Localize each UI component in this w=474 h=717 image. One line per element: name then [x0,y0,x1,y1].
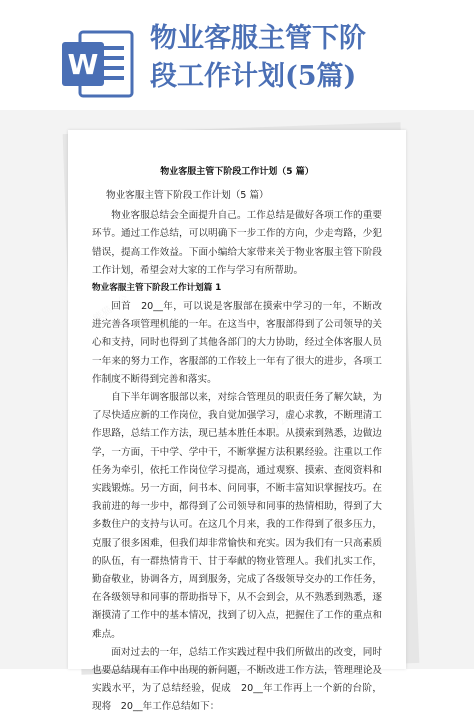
document-title: 物业客服主管下阶段工作计划（5 篇） [160,167,314,177]
page-title [150,20,450,96]
word-document-icon [60,28,134,100]
section-heading: 物业客服主管下阶段工作计划篇 1 [92,283,222,294]
body-paragraph: 面对过去的一年，总结工作实践过程中我们所做出的改变，同时也要总结现有工作中出现的新问题，不断改进工作方法，管理理论及实践水平，为了总结经验，促成 20__年工作再上一个新的台阶，现将 20__年工作总结如下： [92,646,382,713]
title-line-1: 物业客服主管下阶 [150,23,366,54]
intro-paragraph: 物业客服总结会全面提升自己。工作总结是做好各项工作的重要环节。通过工作总结，可以明确下一步工作的方向，少走弯路，少犯错误，提高工作效益。下面小编给大家带来关于物业客服主管下阶段工作计划，希望会对大家的工作与学习有所帮助。 [92,210,382,276]
svg-text:W: W [67,48,99,81]
title-line-2: 段工作计划(5篇) [150,61,357,92]
document-subtitle: 物业客服主管下阶段工作计划（5 篇） [106,190,269,201]
header-banner [0,0,474,118]
document-body [92,165,382,717]
body-paragraph: 回首 20__年，可以说是客服部在摸索中学习的一年，不断改进完善各项管理机能的一年。在这当中，客服部得到了公司领导的关心和支持，同时也得到了其他各部门的大力协助，经过全体客服人员一年来的努力工作，客服部的工作较上一年有了很大的进步，各项工作制度不断得到完善和落实。 [92,301,382,385]
body-paragraph: 自下半年调客服部以来，对综合管理员的职责任务了解欠缺，为了尽快适应新的工作岗位，我自觉加强学习，虚心求教，不断理清工作思路，总结工作方法，现已基本胜任本职。从摸索到熟悉，边做边学，一方面，干中学、学中干，不断掌握方法积累经验。注重以工作任务为牵引，依托工作岗位学习提高，通过观察、摸索、查阅资料和实践锻炼。另一方面，问书本、问同事，不断丰富知识掌握技巧。在我前进的每一步中，都得到了公司领导和同事的热情相助，得到了大多数住户的支持与认可。在这几个月来，我的工作得到了很多压力，克服了很多困难，但我们却非常愉快和充实。因为我们有一只高素质的队伍，有一群热情肯干、甘于奉献的物业管理人。我们扎实工作，勤奋敬业，协调各方，周到服务，完成了各级领导交办的工作任务，在各级领导和同事的帮助指导下，从不会到会，从不熟悉到熟悉，逐渐摸清了工作中的基本情况，找到了切入点，把握住了工作的重点和难点。 [92,392,382,640]
